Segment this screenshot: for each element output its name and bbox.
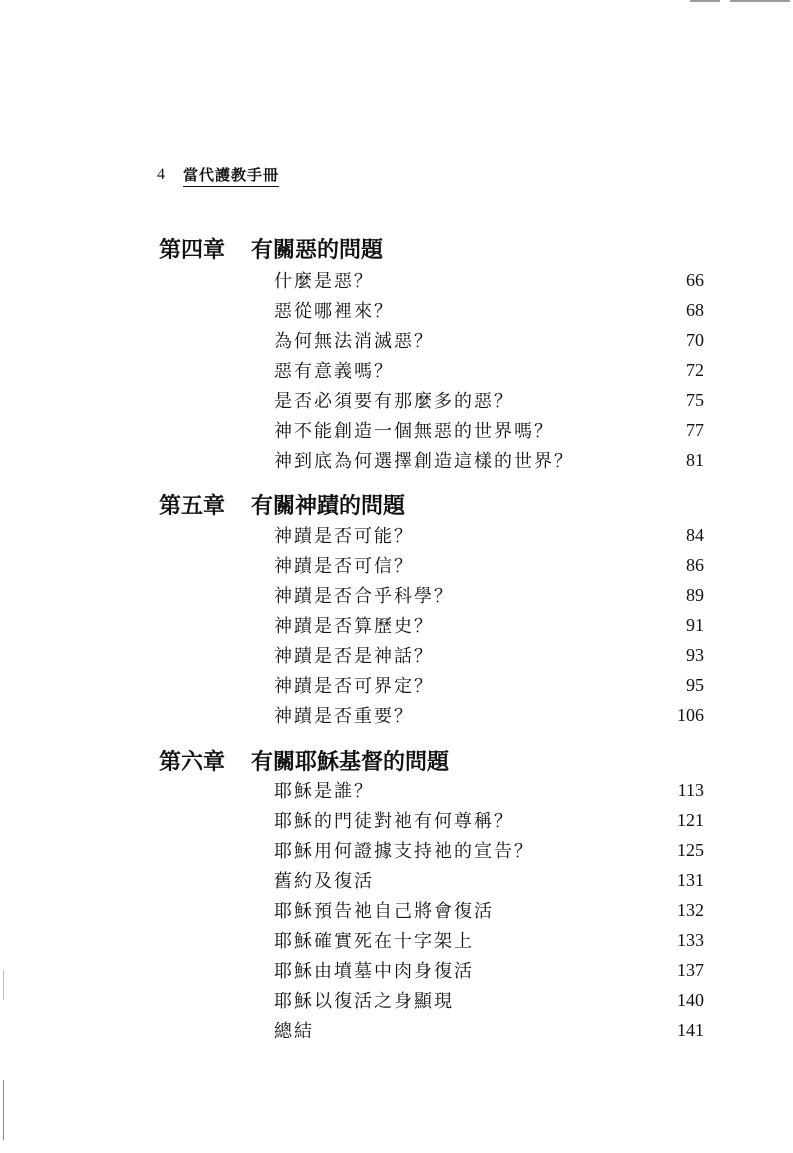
entry-title: 神蹟是否可界定？ [274,676,434,697]
entry-title: 耶穌由墳墓中肉身復活 [274,961,474,982]
entry-page-number: 132 [677,899,704,920]
toc-entry[interactable] [274,610,704,640]
entry-page-number: 75 [686,389,704,410]
entry-page-number: 70 [686,329,704,350]
entry-title: 神到底為何選擇創造這樣的世界？ [274,451,574,472]
toc-entry[interactable] [274,415,704,445]
toc-entry[interactable] [274,550,704,580]
chapter-title: 有關神蹟的問題 [251,493,406,519]
page-number: 4 [157,166,165,183]
toc-entry[interactable] [274,325,704,355]
book-title: 當代護教手冊 [183,164,279,187]
entry-page-number: 86 [686,554,704,575]
toc-entry[interactable] [274,835,704,865]
entry-title: 為何無法消滅惡？ [274,331,434,352]
entry-title: 耶穌用何證據支持祂的宣告？ [274,841,534,862]
chapter-label: 第四章 [159,237,226,263]
entry-title: 神蹟是否重要？ [274,706,414,727]
toc-entry[interactable] [274,805,704,835]
chapter-label: 第五章 [159,493,226,519]
toc-entry[interactable] [274,1015,704,1045]
entry-page-number: 84 [686,524,704,545]
entry-title: 耶穌確實死在十字架上 [274,931,474,952]
entry-title: 耶穌預告祂自己將會復活 [274,901,494,922]
entry-title: 什麼是惡？ [274,271,374,292]
entry-title: 惡從哪裡來？ [274,301,394,322]
entry-page-number: 93 [686,644,704,665]
toc-entry[interactable] [274,955,704,985]
entry-page-number: 95 [686,674,704,695]
entry-page-number: 89 [686,584,704,605]
entry-title: 神蹟是否是神話？ [274,646,434,667]
entry-title: 神蹟是否合乎科學？ [274,586,454,607]
toc-entry[interactable] [274,265,704,295]
entry-page-number: 81 [686,449,704,470]
entry-page-number: 141 [677,1019,704,1040]
chapter-title: 有關惡的問題 [251,237,384,263]
chapter-heading [159,489,405,519]
entry-title: 惡有意義嗎？ [274,361,394,382]
toc-entry[interactable] [274,580,704,610]
entry-page-number: 140 [677,989,704,1010]
scan-margin-mark [3,970,4,1000]
chapter-label: 第六章 [159,749,226,775]
entry-page-number: 77 [686,419,704,440]
entry-title: 舊約及復活 [274,871,374,892]
running-header [157,163,279,187]
entry-page-number: 131 [677,869,704,890]
toc-entry[interactable] [274,520,704,550]
toc-entry[interactable] [274,640,704,670]
toc-entry[interactable] [274,670,704,700]
chapter-heading [159,233,383,263]
entry-title: 神蹟是否可信？ [274,556,414,577]
entry-title: 神蹟是否算歷史？ [274,616,434,637]
entry-title: 是否必須要有那麼多的惡？ [274,391,514,412]
toc-entry[interactable] [274,355,704,385]
entry-title: 耶穌以復活之身顯現 [274,991,454,1012]
entry-page-number: 113 [677,779,704,800]
toc-entry[interactable] [274,925,704,955]
entry-title: 耶穌是誰？ [274,781,374,802]
toc-entry[interactable] [274,865,704,895]
entry-title: 神蹟是否可能？ [274,526,414,547]
scan-margin-mark [3,1080,4,1140]
toc-entry[interactable] [274,385,704,415]
entry-page-number: 66 [686,269,704,290]
entry-title: 總結 [274,1021,314,1042]
entry-page-number: 68 [686,299,704,320]
chapter-heading [159,745,449,775]
toc-entry[interactable] [274,445,704,475]
toc-entry[interactable] [274,295,704,325]
toc-entry[interactable] [274,775,704,805]
entry-page-number: 72 [686,359,704,380]
entry-title: 耶穌的門徒對祂有何尊稱？ [274,811,514,832]
entry-page-number: 137 [677,959,704,980]
entry-page-number: 106 [677,704,704,725]
toc-entry[interactable] [274,895,704,925]
entry-page-number: 125 [677,839,704,860]
scan-edge-mark [690,0,720,2]
entry-page-number: 121 [677,809,704,830]
scan-edge-mark [730,0,790,2]
entry-page-number: 133 [677,929,704,950]
entry-title: 神不能創造一個無惡的世界嗎？ [274,421,554,442]
toc-entry[interactable] [274,700,704,730]
toc-entry[interactable] [274,985,704,1015]
chapter-title: 有關耶穌基督的問題 [251,749,450,775]
entry-page-number: 91 [686,614,704,635]
